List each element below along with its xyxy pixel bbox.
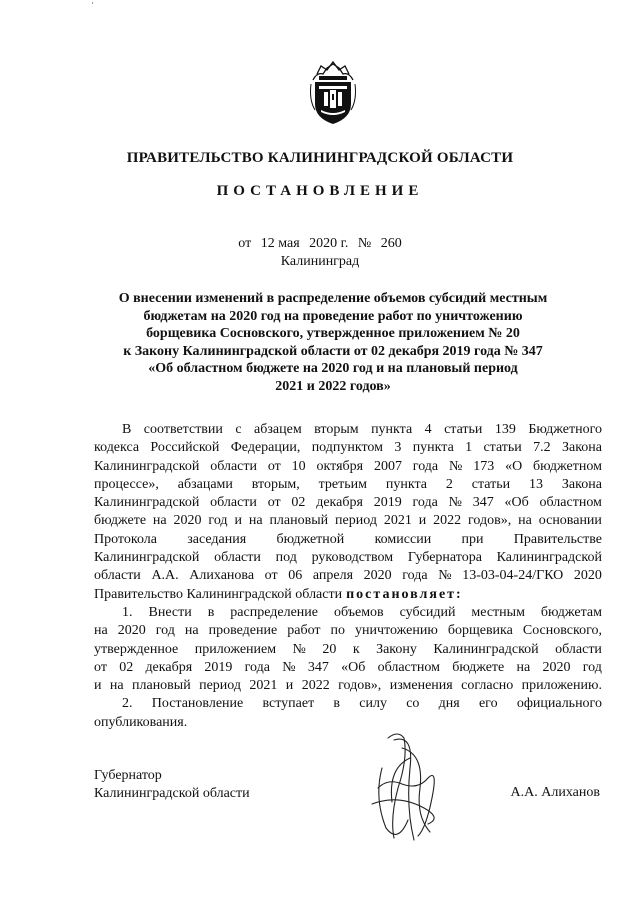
word: основании <box>538 513 602 529</box>
title-line: к Закону Калининградской области от 02 декабря 2019 года № 347 <box>123 343 543 359</box>
word: от <box>94 659 107 675</box>
title-line: бюджетам на 2020 год на проведение работ по уничтожению <box>143 308 523 324</box>
body-line <box>94 622 602 640</box>
word: бюджетной <box>276 531 345 547</box>
number-sign: № <box>357 236 372 251</box>
word: 13 <box>529 476 544 492</box>
word: при <box>461 531 484 547</box>
decree-word: постановляет: <box>346 586 463 602</box>
date-year: 2020 г. <box>309 236 349 251</box>
word: года <box>244 659 270 675</box>
word: 7.2 <box>533 440 551 456</box>
date-day-month: 12 мая <box>260 236 300 251</box>
word: подпунктом <box>311 440 384 456</box>
paragraph-preamble <box>94 421 602 604</box>
word: годов», <box>338 678 382 694</box>
word: год <box>208 513 228 529</box>
word: на <box>518 513 532 529</box>
word: согласно <box>461 678 514 694</box>
word: объемов <box>333 604 384 620</box>
coat-of-arms-emblem <box>307 60 359 126</box>
word: абзацем <box>254 422 302 437</box>
position-line: Калининградской области <box>94 786 250 801</box>
word: декабря <box>145 659 193 675</box>
word: от <box>264 568 278 584</box>
word: 2020 <box>117 623 146 639</box>
word: на <box>184 623 199 639</box>
body-line <box>94 641 602 659</box>
word: местным <box>471 604 525 620</box>
word: Сосновского, <box>522 623 602 639</box>
word: изменения <box>389 678 453 694</box>
word: плановый <box>269 513 329 529</box>
word: 2022 <box>301 678 330 694</box>
word: Калининградской <box>94 458 200 474</box>
word: Калининградской <box>94 550 200 566</box>
word: статьи <box>444 422 483 437</box>
city: Калининград <box>280 254 360 269</box>
word: на <box>516 659 531 675</box>
word: Федерации, <box>230 440 301 456</box>
word: бюджете <box>94 513 147 529</box>
word: от <box>267 458 281 474</box>
word: 2007 <box>373 458 402 474</box>
word: статьи <box>471 476 511 492</box>
word: 4 <box>424 422 432 437</box>
word: области <box>210 458 257 474</box>
word: области <box>94 568 141 584</box>
word: 2. <box>122 696 133 712</box>
word: Закона <box>561 440 602 456</box>
word: в <box>333 696 341 712</box>
word: со <box>406 696 420 712</box>
word: его <box>478 696 498 712</box>
word: на <box>152 513 167 529</box>
word: № <box>438 568 452 584</box>
word: декабря <box>316 495 363 511</box>
word: на <box>109 678 124 694</box>
word: руководством <box>311 550 394 566</box>
word: 1. <box>122 604 133 620</box>
word: пункта <box>371 422 413 437</box>
title-line: борщевика Сосновского, утвержденное приложением № 20 <box>146 326 520 341</box>
word: распределение <box>230 604 318 620</box>
word: кодекса <box>94 440 140 456</box>
word: 2020 <box>173 513 202 529</box>
body-line <box>94 677 602 695</box>
word: пункта <box>385 476 427 492</box>
word: 347 <box>472 495 494 511</box>
word: Правительстве <box>513 531 602 547</box>
word: и <box>418 513 427 529</box>
word: года <box>402 568 428 584</box>
word: Постановление <box>151 696 244 712</box>
word: области <box>555 641 602 657</box>
document-body <box>94 421 602 732</box>
word: «О <box>505 458 523 474</box>
word: абзацами <box>177 476 233 492</box>
word: соответствии <box>143 422 223 437</box>
word: уничтожению <box>355 623 438 639</box>
word: по <box>330 623 346 639</box>
word: комиссии <box>374 531 432 547</box>
word: № <box>282 659 296 675</box>
body-line <box>94 549 602 567</box>
title-line: О внесении изменений в распределение объемов субсидий местным <box>118 291 548 306</box>
body-line <box>94 604 602 622</box>
document-title <box>100 290 566 395</box>
word: дня <box>438 696 460 712</box>
word: 10 <box>291 458 306 474</box>
word: «Об <box>504 495 529 511</box>
paragraph-item-2 <box>94 695 602 732</box>
word: на <box>94 623 108 639</box>
body-line <box>94 439 602 457</box>
body-line <box>94 695 602 713</box>
word: приложением <box>194 641 277 657</box>
body-line-text: опубликования. <box>94 714 188 730</box>
body-line-decree <box>94 586 602 604</box>
word: 173 <box>473 458 495 474</box>
body-line <box>94 458 602 476</box>
word: третьим <box>318 476 367 492</box>
word: 13-03-04-24/ГКО <box>462 568 564 584</box>
word: статьи <box>483 440 522 456</box>
word: года <box>412 458 439 474</box>
word: области <box>214 550 261 566</box>
word: 2020 <box>542 659 571 675</box>
body-line <box>94 421 602 439</box>
word: Калининградской <box>433 641 539 657</box>
word: утвержденное <box>94 641 179 657</box>
word: 1 <box>465 440 473 456</box>
body-line <box>94 512 602 530</box>
word: В <box>122 422 132 437</box>
word: Калининградской <box>496 550 602 566</box>
word: 347 <box>307 659 329 675</box>
word: года <box>412 495 438 511</box>
handwritten-signature <box>358 728 450 846</box>
word: № <box>448 495 462 511</box>
word: областном <box>377 659 440 675</box>
word: в <box>207 604 215 620</box>
word: вступает <box>262 696 315 712</box>
word: Губернатора <box>407 550 482 566</box>
word: Российской <box>150 440 220 456</box>
signatory-position <box>94 767 250 803</box>
word: 20 <box>322 641 337 657</box>
word: Закону <box>376 641 417 657</box>
word: и <box>94 678 102 694</box>
body-line <box>94 567 602 585</box>
word: период <box>199 678 242 694</box>
word: вторым <box>314 422 359 437</box>
word: 2022 <box>433 513 462 529</box>
word: от <box>267 495 281 511</box>
word: октября <box>316 458 364 474</box>
word: Калининградской <box>94 495 200 511</box>
word: плановый <box>132 678 191 694</box>
word: А.А. <box>151 568 179 584</box>
word: бюджетном <box>533 458 602 474</box>
word: 02 <box>291 495 306 511</box>
date-number-line <box>0 236 640 252</box>
word: Протокола <box>94 531 157 547</box>
decree-subject: Правительство Калининградской области <box>94 586 343 602</box>
word: 2019 <box>204 659 233 675</box>
body-line <box>94 714 602 732</box>
word: год <box>582 659 602 675</box>
document-type: ПОСТАНОВЛЕНИЕ <box>216 183 424 199</box>
word: пункта <box>412 440 454 456</box>
word: Алиханова <box>189 568 255 584</box>
word: приложению. <box>521 678 602 694</box>
word: работ <box>287 623 321 639</box>
word: апреля <box>312 568 354 584</box>
word: 2020 <box>363 568 392 584</box>
scan-mark <box>92 2 93 4</box>
word: вторым, <box>251 476 300 492</box>
word: официального <box>516 696 602 712</box>
word: на <box>248 513 263 529</box>
body-line <box>94 659 602 677</box>
signatory-name: А.А. Алиханов <box>510 785 600 800</box>
word: 02 <box>119 659 134 675</box>
word: 2 <box>445 476 453 492</box>
date-prefix: от <box>238 236 252 251</box>
government-name: ПРАВИТЕЛЬСТВО КАЛИНИНГРАДСКОЙ ОБЛАСТИ <box>126 150 514 166</box>
word: № <box>292 641 306 657</box>
word: проведение <box>208 623 278 639</box>
word: субсидий <box>399 604 456 620</box>
word: силу <box>359 696 387 712</box>
word: годов», <box>468 513 512 529</box>
word: бюджете <box>452 659 505 675</box>
word: к <box>352 641 360 657</box>
paragraph-item-1 <box>94 604 602 695</box>
word: борщевика <box>447 623 513 639</box>
body-line <box>94 531 602 549</box>
word: области <box>210 495 257 511</box>
word: 2021 <box>383 513 412 529</box>
word: процессе», <box>94 476 159 492</box>
position-line: Губернатор <box>94 768 162 783</box>
word: Бюджетного <box>528 422 602 437</box>
word: 2019 <box>373 495 402 511</box>
word: Закона <box>561 476 602 492</box>
word: заседания <box>187 531 247 547</box>
word: 3 <box>394 440 402 456</box>
word: бюджетам <box>540 604 602 620</box>
body-line <box>94 494 602 512</box>
title-line: «Об областном бюджете на 2020 год и на плановый период <box>148 361 518 376</box>
title-line: 2021 и 2022 годов» <box>275 378 391 394</box>
body-line <box>94 476 602 494</box>
word: № <box>448 458 463 474</box>
document-number: 260 <box>380 236 402 251</box>
word: 139 <box>494 422 516 437</box>
word: областном <box>539 495 602 511</box>
word: и <box>234 513 242 529</box>
word: год <box>155 623 175 639</box>
word: 06 <box>288 568 303 584</box>
word: 2020 <box>573 568 602 584</box>
word: период <box>335 513 377 529</box>
word: с <box>235 422 242 437</box>
word: 2021 <box>249 678 278 694</box>
word: и <box>285 678 294 694</box>
word: Внести <box>148 604 192 620</box>
word: под <box>275 550 297 566</box>
word: «Об <box>341 659 366 675</box>
